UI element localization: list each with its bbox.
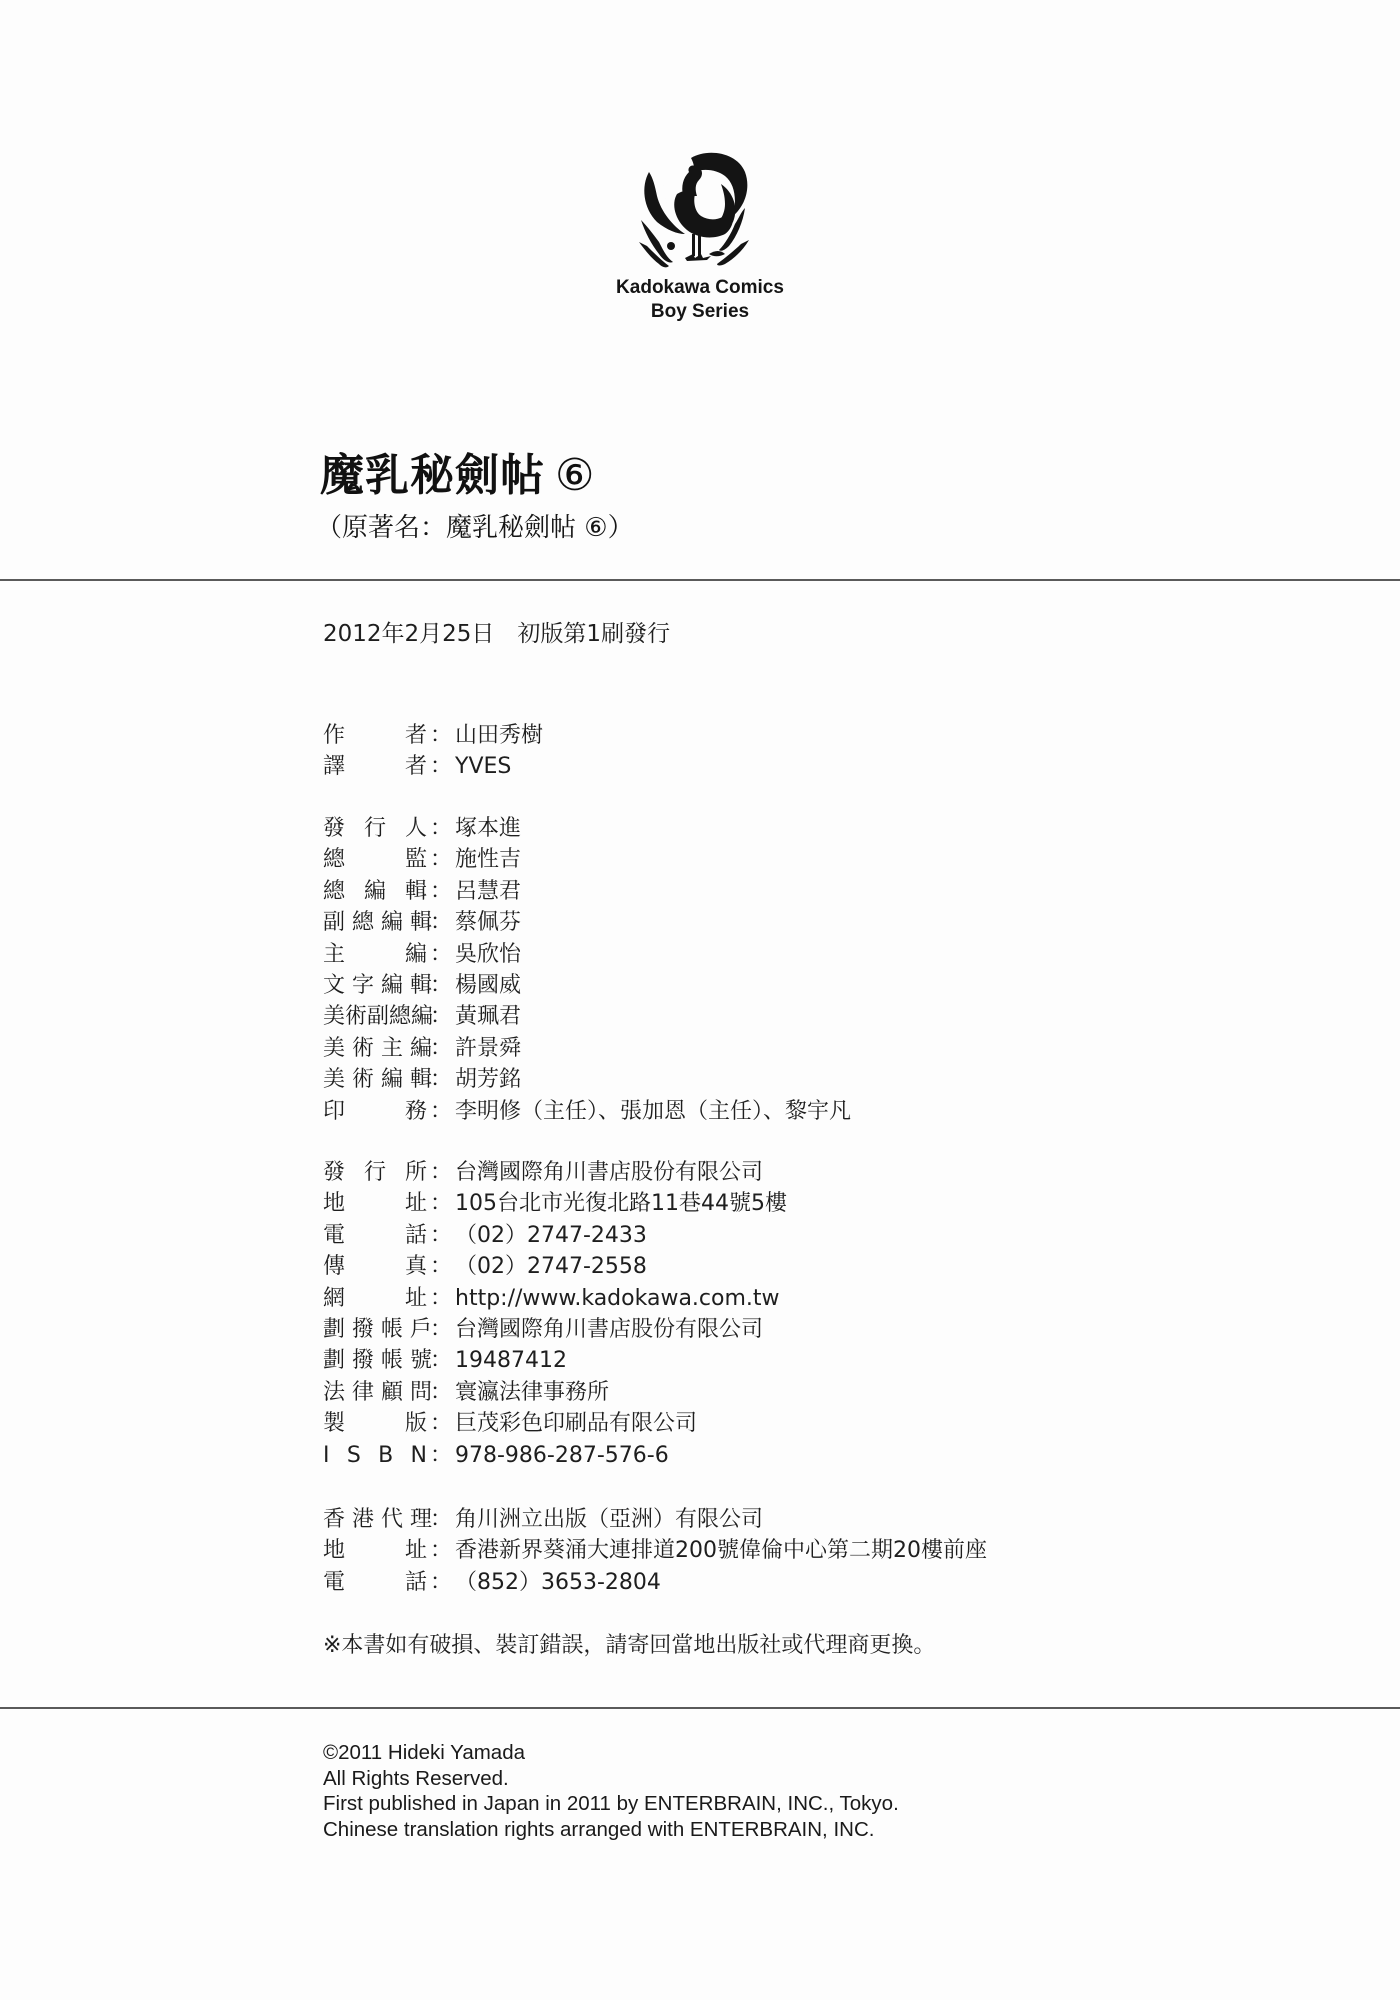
credit-row [323, 1504, 987, 1535]
credit-value: 施性吉 [455, 847, 522, 873]
publisher-group [323, 1157, 787, 1471]
credit-label: 地 址 [323, 1538, 427, 1564]
colon: ： [429, 847, 452, 873]
colon: ： [429, 972, 452, 998]
credit-row [323, 1157, 787, 1188]
credit-value: 呂慧君 [455, 878, 522, 904]
credit-value: 台灣國際角川書店股份有限公司 [455, 1316, 764, 1342]
credit-row [323, 876, 851, 907]
credit-label: 網 址 [323, 1285, 427, 1311]
credit-row [323, 907, 851, 938]
credit-label: 發 行 人 [323, 816, 427, 841]
colon: ： [429, 1222, 452, 1248]
credit-row [323, 1567, 987, 1598]
credit-value: 香港新界葵涌大連排道200號偉倫中心第二期20樓前座 [455, 1538, 987, 1564]
credit-row [323, 1096, 851, 1127]
credit-row [323, 1408, 787, 1439]
credit-value: 山田秀樹 [455, 723, 544, 748]
credit-label: 總 監 [323, 847, 427, 873]
credit-label: 主 編 [323, 941, 427, 967]
colon: ： [429, 1316, 452, 1342]
credit-row [323, 1220, 787, 1251]
credit-value: 吳欣怡 [455, 941, 522, 967]
colon: ： [429, 910, 452, 936]
credit-row [323, 1251, 787, 1282]
credit-label: 地 址 [323, 1191, 427, 1217]
credit-value: 蔡佩芬 [455, 910, 522, 936]
credit-label: 電 話 [323, 1569, 427, 1595]
credit-label: 傳 真 [323, 1254, 427, 1280]
credit-value: （852）3653-2804 [455, 1569, 661, 1595]
credit-value: 巨茂彩色印刷品有限公司 [455, 1411, 698, 1437]
credit-row [323, 939, 851, 970]
imprint-line-1: Kadokawa Comics [616, 277, 784, 298]
colon: ： [429, 1538, 452, 1564]
credit-value: 寰瀛法律事務所 [455, 1379, 610, 1405]
bottom-divider [0, 1707, 1400, 1709]
colon: ： [429, 941, 452, 967]
colon: ： [429, 1160, 452, 1185]
colon: ： [429, 1379, 452, 1405]
copyright-line: All Rights Reserved. [323, 1766, 509, 1790]
copyright-line: Chinese translation rights arranged with ENTERBRAIN, INC. [323, 1818, 875, 1842]
creators-group [323, 720, 543, 783]
top-divider [0, 579, 1400, 581]
credit-value: 角川洲立出版（亞洲）有限公司 [455, 1507, 764, 1532]
credit-value: 李明修（主任）、張加恩（主任）、黎宇凡 [455, 1098, 852, 1124]
credit-value: （02）2747-2558 [455, 1254, 647, 1280]
volume-number: ⑥ [555, 450, 596, 501]
credit-label: 電 話 [323, 1222, 427, 1248]
credit-value: YVES [455, 754, 512, 780]
book-title [320, 448, 595, 504]
colon: ： [429, 1098, 452, 1124]
copyright-block [323, 1740, 899, 1843]
credit-value: 黃珮君 [455, 1004, 522, 1030]
credit-row [323, 1188, 787, 1219]
credit-row [323, 1377, 787, 1408]
credit-label: 美術副總編 [323, 1004, 434, 1030]
credit-label: 印 務 [323, 1098, 427, 1124]
colon: ： [429, 723, 452, 748]
credit-row [323, 813, 851, 844]
colon: ： [429, 1254, 452, 1280]
credit-value: 胡芳銘 [455, 1067, 522, 1093]
credit-value: 楊國威 [455, 972, 522, 998]
credit-label: 總 編 輯 [323, 878, 427, 904]
website-link: http://www.kadokawa.com.tw [455, 1285, 780, 1311]
credit-value: 塚本進 [455, 816, 522, 841]
colon: ： [429, 754, 452, 780]
credit-row [323, 1283, 787, 1314]
colon: ： [429, 1411, 452, 1437]
credit-row [323, 1064, 851, 1095]
colon: ： [429, 1348, 452, 1374]
credit-label: 譯 者 [323, 754, 427, 780]
isbn-label: I S B N [323, 1442, 427, 1468]
damage-return-notice: ※本書如有破損、裝訂錯誤，請寄回當地出版社或代理商更換。 [323, 1633, 936, 1658]
credit-label: 發 行 所 [323, 1160, 427, 1185]
credit-row-isbn [323, 1440, 787, 1471]
colon: ： [429, 1191, 452, 1217]
credit-value: 台灣國際角川書店股份有限公司 [455, 1160, 764, 1185]
edition-date-line: 2012年2月25日 初版第1刷發行 [323, 621, 671, 647]
copyright-line: ©2011 Hideki Yamada [323, 1741, 526, 1764]
colon: ： [429, 1067, 452, 1093]
credit-row-translator [323, 751, 543, 782]
credit-row [323, 1345, 787, 1376]
hong-kong-agent-group [323, 1504, 987, 1598]
credit-row [323, 1001, 851, 1032]
credit-label: 法 律 顧 問 [323, 1379, 432, 1405]
credit-label: 香 港 代 理 [323, 1507, 432, 1532]
original-title: （原著名：魔乳秘劍帖 ⑥） [316, 513, 634, 543]
colon: ： [429, 1442, 452, 1468]
phoenix-logo-icon [637, 150, 753, 272]
credit-value: 許景舜 [455, 1035, 522, 1061]
copyright-line: First published in Japan in 2011 by ENTERBRAIN, INC., Tokyo. [323, 1792, 899, 1816]
colon: ： [429, 1004, 452, 1030]
staff-group [323, 813, 851, 1127]
book-title-main: 魔乳秘劍帖 [320, 450, 545, 501]
credit-row [323, 1033, 851, 1064]
credit-value: （02）2747-2433 [455, 1222, 647, 1248]
colon: ： [429, 1285, 452, 1311]
credit-row [323, 970, 851, 1001]
colon: ： [429, 1507, 452, 1532]
credit-row [323, 844, 851, 875]
credit-label: 作 者 [323, 723, 427, 748]
credit-row [323, 1314, 787, 1345]
colon: ： [429, 816, 452, 841]
colon: ： [429, 1569, 452, 1595]
credit-label: 文 字 編 輯 [323, 972, 432, 998]
credit-label: 副 總 編 輯 [323, 910, 432, 936]
credit-label: 劃 撥 帳 號 [323, 1348, 432, 1374]
credit-label: 美 術 編 輯 [323, 1067, 432, 1093]
colon: ： [429, 1035, 452, 1061]
credit-value: 19487412 [455, 1348, 567, 1374]
credit-label: 劃 撥 帳 戶 [323, 1316, 432, 1342]
colon: ： [429, 878, 452, 904]
credit-label: 製 版 [323, 1411, 427, 1437]
isbn-value: 978-986-287-576-6 [455, 1442, 669, 1468]
credit-row-author [323, 720, 543, 751]
credit-value: 105台北市光復北路11巷44號5樓 [455, 1191, 787, 1217]
credit-label: 美 術 主 編 [323, 1035, 432, 1061]
imprint-line-2: Boy Series [650, 301, 750, 322]
credit-row [323, 1535, 987, 1566]
